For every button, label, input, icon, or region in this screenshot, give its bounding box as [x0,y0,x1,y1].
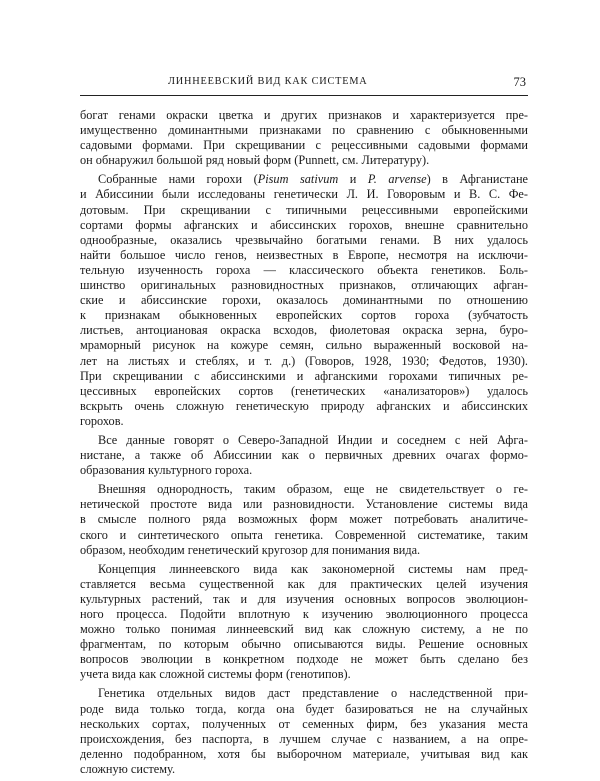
latin-taxon-name: Pisum sativum [257,172,339,187]
body-text [80,108,528,781]
text-line: листьев, антоциановая окраска всходов, фиолетовая окраска зерна, буро- [80,323,528,338]
text-line: нистане, а также об Абиссинии как о первичных древних очагах формо- [80,448,528,463]
text-line: шинство оригинальных разновидностных признаков, отличающих афган- [80,278,528,293]
text-line: садовыми формами. При скрещивании с рецессивными садовыми формами [80,138,528,153]
text-line: нетической простоте вида или разновидности. Установление системы вида [80,497,528,512]
text-line: дотовым. При скрещивании с типичными рецессивными европейскими [80,202,528,217]
latin-taxon-name: P. arvense [367,172,427,187]
text-line: тельную изученность гороха — классического объекта генетиков. Боль- [80,262,528,277]
paragraph [80,108,528,168]
text-line: лет на листьях и стеблях, и т. д.) (Говоров, 1928, 1930; Федотов, 1930). [80,353,528,368]
text-line: ного процесса. Подойти вплотную к изучению эволюционного процесса [80,607,528,621]
page-header [80,76,528,92]
text-line: культурных растений, так и для изучения основных вопросов эволюцион- [80,591,528,606]
text-line: ставляется весьма существенной как для практических целей изучения [80,576,528,591]
paragraph [80,482,528,557]
header-rule [80,95,528,96]
text-line: он обнаружил большой ряд новый форм (Punnett, см. Литературу). [80,153,430,168]
text-line: вскрыть очень сложную генетическую природу афганских и абиссинских [80,398,528,413]
text-line: ские и абиссинские горохи, оказалось доминантными по отношению [80,293,528,308]
text-line: можно только понимая линнеевский вид как сложную систему, а не по [80,622,528,637]
text-line: в смысле полного ряда возможных форм может потребовать аналитиче- [80,512,528,527]
text-line: Все данные говорят о Северо-Западной Индии и соседнем с ней Афга- [98,432,528,447]
text-line: Концепция линнеевского вида как закономерной системы нам пред- [98,561,528,576]
text-line: сортами формы афганских и абиссинских горохов, внешне сравнительно [80,217,528,232]
page-number: 73 [513,75,526,89]
text-line: имущественно доминантными признаками по сравнению с обыкновенными [80,123,528,138]
text-line: деленно подобранном, хотя бы выборочном материале, учитывая вид как [80,746,528,761]
text-line: происхождения, без паспорта, в лучшем случае с названием, а на опре- [80,731,528,746]
text-line: Внешняя однородность, таким образом, еще не свидетельствует о ге- [98,482,528,497]
text-line: однообразные, оказались чрезвычайно богатыми генами. В них удалось [80,232,528,247]
text-line: Собранные нами горохи (Pisum sativum и P. arvense) в Афганистане [98,172,528,187]
text-line: найти большое число генов, неизвестных в Европе, несмотря на исключи- [80,247,528,262]
text-line: мраморный рисунок на кожуре семян, сильно выраженный восковой на- [80,338,528,353]
text-line: образом, необходим генетический кругозор для понимания вида. [80,542,421,557]
text-line: ского и синтетического опыта генетика. Современной систематике, таким [80,527,528,542]
text-line: вопросов эволюции в конкретном подходе не может быть сделано без [80,652,528,667]
text-line: роде вида только тогда, когда она будет базироваться не на случайных [80,701,528,716]
text-line: нескольких сортах, полученных от семенных фирм, без указания места [80,716,528,731]
text-line: Генетика отдельных видов даст представление о наследственной при- [98,686,528,701]
paragraph [80,562,528,683]
text-line: цессивных европейских сортов (генетических «анализаторов») удалось [80,383,528,398]
text-line: При скрещивании с абиссинскими и афганскими горохами типичных ре- [80,368,528,383]
paragraph [80,172,528,429]
text-line: учета вида как сложной системы форм (генотипов). [80,667,351,682]
text-line: фрагментам, по которым обычно описываются виды. Решение основных [80,637,528,652]
text-line: горохов. [80,413,124,428]
paragraph [80,433,528,478]
text-line: образования культурного гороха. [80,463,253,478]
text-line: и Абиссинии были исследованы генетически Л. И. Говоровым и В. С. Фе- [80,187,528,202]
paragraph [80,686,528,777]
text-line: богат генами окраски цветка и других признаков и характеризуется пре- [80,108,528,122]
running-title: ЛИННЕЕВСКИЙ ВИД КАК СИСТЕМА [168,76,368,87]
text-line: к признакам обыкновенных европейских сортов гороха (зубчатость [80,308,528,323]
text-line: сложную систему. [80,761,176,776]
